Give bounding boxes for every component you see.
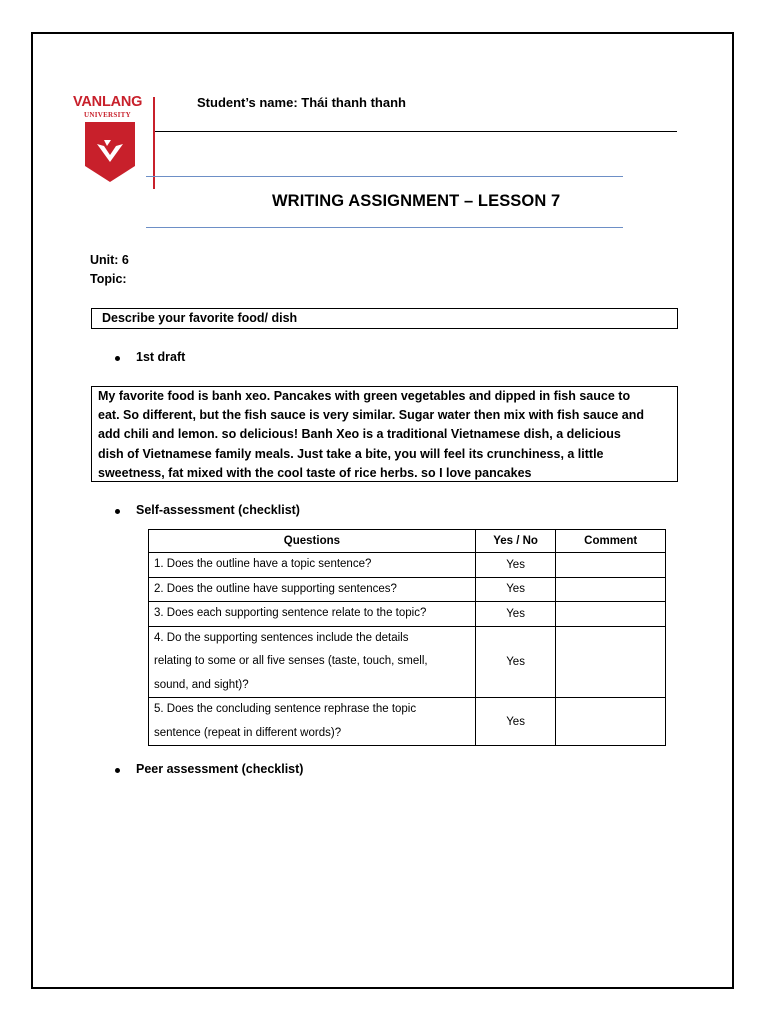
- header-divider: [155, 131, 677, 132]
- question-text: sound, and sight)?: [154, 678, 249, 691]
- question-text: sentence (repeat in different words)?: [154, 726, 342, 739]
- draft-line: eat. So different, but the fish sauce is very similar. Sugar water then mix with fish sauce and: [98, 408, 644, 423]
- answer-cell: Yes: [475, 626, 556, 698]
- answer-cell: Yes: [475, 602, 556, 627]
- header-questions: Questions: [149, 530, 476, 553]
- table-row: [149, 577, 666, 602]
- answer-cell: Yes: [475, 553, 556, 578]
- question-cell: [149, 626, 476, 698]
- logo-subtitle: UNIVERSITY: [84, 111, 131, 119]
- section-label: 1st draft: [136, 350, 186, 364]
- answer-cell: Yes: [475, 698, 556, 746]
- table-row: [149, 626, 666, 698]
- bullet-icon: [115, 509, 120, 514]
- title-bottom-rule: [146, 227, 623, 228]
- question-cell: [149, 553, 476, 578]
- draft-line: add chili and lemon. so delicious! Banh Xeo is a traditional Vietnamese dish, a delicious: [98, 427, 621, 442]
- bullet-icon: [115, 768, 120, 773]
- table-row: [149, 553, 666, 578]
- topic-box: Describe your favorite food/ dish: [91, 308, 678, 329]
- topic-label: Topic:: [90, 272, 127, 286]
- table-header-row: [149, 530, 666, 553]
- table-row: [149, 698, 666, 746]
- logo-wordmark: VANLANG: [73, 94, 143, 110]
- table-row: [149, 602, 666, 627]
- title-top-rule: [146, 176, 623, 177]
- draft-line: My favorite food is banh xeo. Pancakes with green vegetables and dipped in fish sauce to: [98, 389, 631, 403]
- comment-cell: [556, 698, 666, 746]
- header-comment: Comment: [556, 530, 666, 553]
- question-text: 5. Does the concluding sentence rephrase the topic: [154, 703, 417, 715]
- bullet-icon: [115, 356, 120, 361]
- self-assessment-table: [148, 529, 666, 746]
- question-text: 4. Do the supporting sentences include the details: [154, 631, 409, 644]
- unit-label: Unit: 6: [90, 253, 129, 267]
- student-name: Student’s name: Thái thanh thanh: [197, 95, 406, 110]
- question-text: relating to some or all five senses (taste, touch, smell,: [154, 655, 428, 667]
- page-title: WRITING ASSIGNMENT – LESSON 7: [272, 192, 561, 210]
- question-text: 2. Does the outline have supporting sentences?: [154, 582, 397, 595]
- question-text: 3. Does each supporting sentence relate to the topic?: [154, 607, 427, 619]
- comment-cell: [556, 626, 666, 698]
- question-cell: [149, 577, 476, 602]
- section-label: Self-assessment (checklist): [136, 503, 300, 517]
- section-label: Peer assessment (checklist): [136, 762, 304, 776]
- draft-text-box: [91, 386, 678, 482]
- comment-cell: [556, 577, 666, 602]
- comment-cell: [556, 553, 666, 578]
- question-cell: [149, 602, 476, 627]
- question-text: 1. Does the outline have a topic sentence?: [154, 558, 372, 570]
- question-cell: [149, 698, 476, 746]
- shield-logo-icon: [85, 122, 135, 182]
- draft-line: dish of Vietnamese family meals. Just take a bite, you will feel its crunchiness, a little: [98, 446, 604, 461]
- draft-line: sweetness, fat mixed with the cool taste of rice herbs. so I love pancakes: [98, 465, 532, 480]
- answer-cell: Yes: [475, 577, 556, 602]
- comment-cell: [556, 602, 666, 627]
- header-yes-no: Yes / No: [475, 530, 556, 553]
